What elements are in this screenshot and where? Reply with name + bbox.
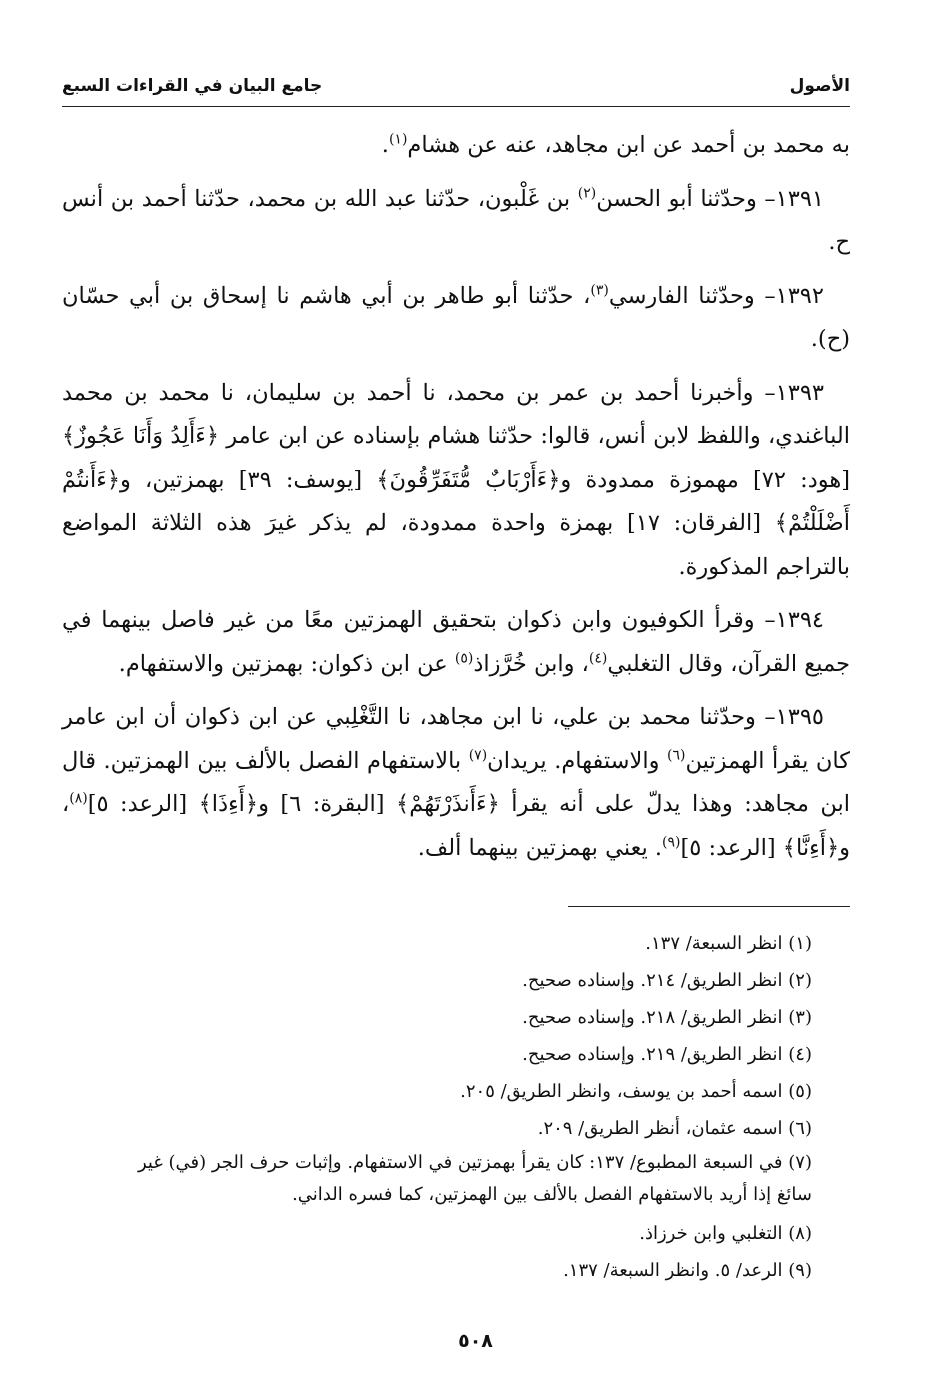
- paragraph-text: بن غَلْبون، حدّثنا عبد الله بن محمد، حدّثنا أحمد بن أنس ح.: [62, 185, 850, 255]
- paragraph-text: ١٣٩٥– وحدّثنا محمد بن علي، نا ابن مجاهد، نا التَّغْلِبي عن ابن ذكوان أن ابن عامر كان يقرأ الهمزتين: [62, 704, 850, 774]
- paragraph-text: بالاستفهام الفصل بالألف بين الهمزتين. قال ابن مجاهد: وهذا يدلّ على أنه يقرأ ﴿ءَأَنذَرْتَهُمْ﴾ [البقرة: ٦] و﴿أَءِذَا﴾ [الرعد: ٥]: [62, 747, 850, 817]
- footnote-ref[interactable]: (٢): [577, 185, 597, 201]
- footnote: (٤) انظر الطريق/ ٢١٩. وإسناده صحيح.: [522, 1044, 812, 1065]
- footnote-ref[interactable]: (٩): [662, 834, 681, 850]
- paragraph-text: ١٣٩٣– وأخبرنا أحمد بن عمر بن محمد، نا أحمد بن سليمان، نا محمد بن محمد الباغندي، واللفظ لابن أنس، قالوا: حدّثنا هشام بإسناده عن ابن عامر ﴿ءَأَلِدُ وَأَنَا عَجُوزٌ﴾ [هود: ٧٢] مهموزة ممدودة و﴿ءَأَرْبَابٌ مُّتَفَرِّقُونَ﴾ [يوسف: ٣٩] بهمزتين، و﴿ءَأَنتُمْ أَضْلَلْتُمْ﴾ [الفرقان: ١٧] بهمزة واحدة ممدودة، لم يذكر غيرَ هذه الثلاثة المواضع بالتراجم المذكورة.: [62, 379, 850, 580]
- footnote: (٧) في السبعة المطبوع/ ١٣٧: كان يقرأ بهمزتين في الاستفهام. وإثبات حرف الجر (في) غير سائغ إذا أريد بالاستفهام الفصل بالألف بين الهمزتين، كما فسره الداني.: [137, 1152, 812, 1205]
- footnote: (٢) انظر الطريق/ ٢١٤. وإسناده صحيح.: [522, 970, 812, 991]
- footnote-ref[interactable]: (٨): [69, 790, 88, 807]
- footnote: (٨) التغلبي وابن خرزاذ.: [639, 1223, 812, 1244]
- page-number: ٥٠٨: [458, 1330, 493, 1352]
- footnote-ref[interactable]: (٥): [454, 650, 474, 666]
- book-title: جامع البيان في القراءات السبع: [62, 76, 323, 96]
- paragraph-text: ، و﴿أَءِنَّا﴾ [الرعد: ٥]: [62, 791, 850, 861]
- paragraph-text: عن ابن ذكوان: بهمزتين والاستفهام.: [118, 650, 455, 677]
- footnote: (٩) الرعد/ ٥. وانظر السبعة/ ١٣٧.: [563, 1260, 812, 1281]
- paragraph: [62, 275, 850, 362]
- section-title: الأصول: [789, 76, 850, 96]
- footnote: (٥) اسمه أحمد بن يوسف، وانظر الطريق/ ٢٠٥.: [460, 1081, 812, 1102]
- paragraph-text: .: [381, 132, 389, 158]
- footnote-ref[interactable]: (٣): [590, 282, 609, 298]
- footnote: (١) انظر السبعة/ ١٣٧.: [645, 933, 812, 954]
- paragraph: [62, 178, 850, 265]
- paragraph: [62, 124, 850, 168]
- footnote: (٦) اسمه عثمان، أنظر الطريق/ ٢٠٩.: [537, 1118, 812, 1139]
- main-text: [62, 124, 850, 880]
- running-header: [62, 70, 850, 107]
- footnote-ref[interactable]: (١): [388, 131, 408, 148]
- footnote-ref[interactable]: (٧): [468, 747, 488, 763]
- footnote-separator: [568, 906, 850, 907]
- paragraph: [62, 372, 850, 590]
- paragraph-text: ، وابن خُرَّزاذ: [473, 650, 589, 677]
- paragraph: [62, 696, 850, 870]
- paragraph-text: ، حدّثنا أبو طاهر بن أبي هاشم نا إسحاق بن أبي حسّان (ح).: [62, 282, 850, 352]
- footnote-ref[interactable]: (٤): [588, 650, 608, 666]
- paragraph: [62, 599, 850, 686]
- paragraph-text: ١٣٩١– وحدّثنا أبو الحسن: [596, 185, 824, 212]
- footnote: (٣) انظر الطريق/ ٢١٨. وإسناده صحيح.: [522, 1007, 812, 1028]
- footnote-ref[interactable]: (٦): [667, 747, 686, 763]
- paragraph-text: . يعني بهمزتين بينهما ألف.: [417, 834, 663, 861]
- paragraph-text: والاستفهام. يريدان: [487, 747, 667, 774]
- footnotes: [102, 925, 850, 1289]
- paragraph-text: به محمد بن أحمد عن ابن مجاهد، عنه عن هشام: [407, 132, 850, 158]
- paragraph-text: ١٣٩٤– وقرأ الكوفيون وابن ذكوان بتحقيق الهمزتين معًا من غير فاصل بينهما في جميع القرآن، وقال التغلبي: [62, 607, 850, 677]
- paragraph-text: ١٣٩٢– وحدّثنا الفارسي: [608, 282, 824, 309]
